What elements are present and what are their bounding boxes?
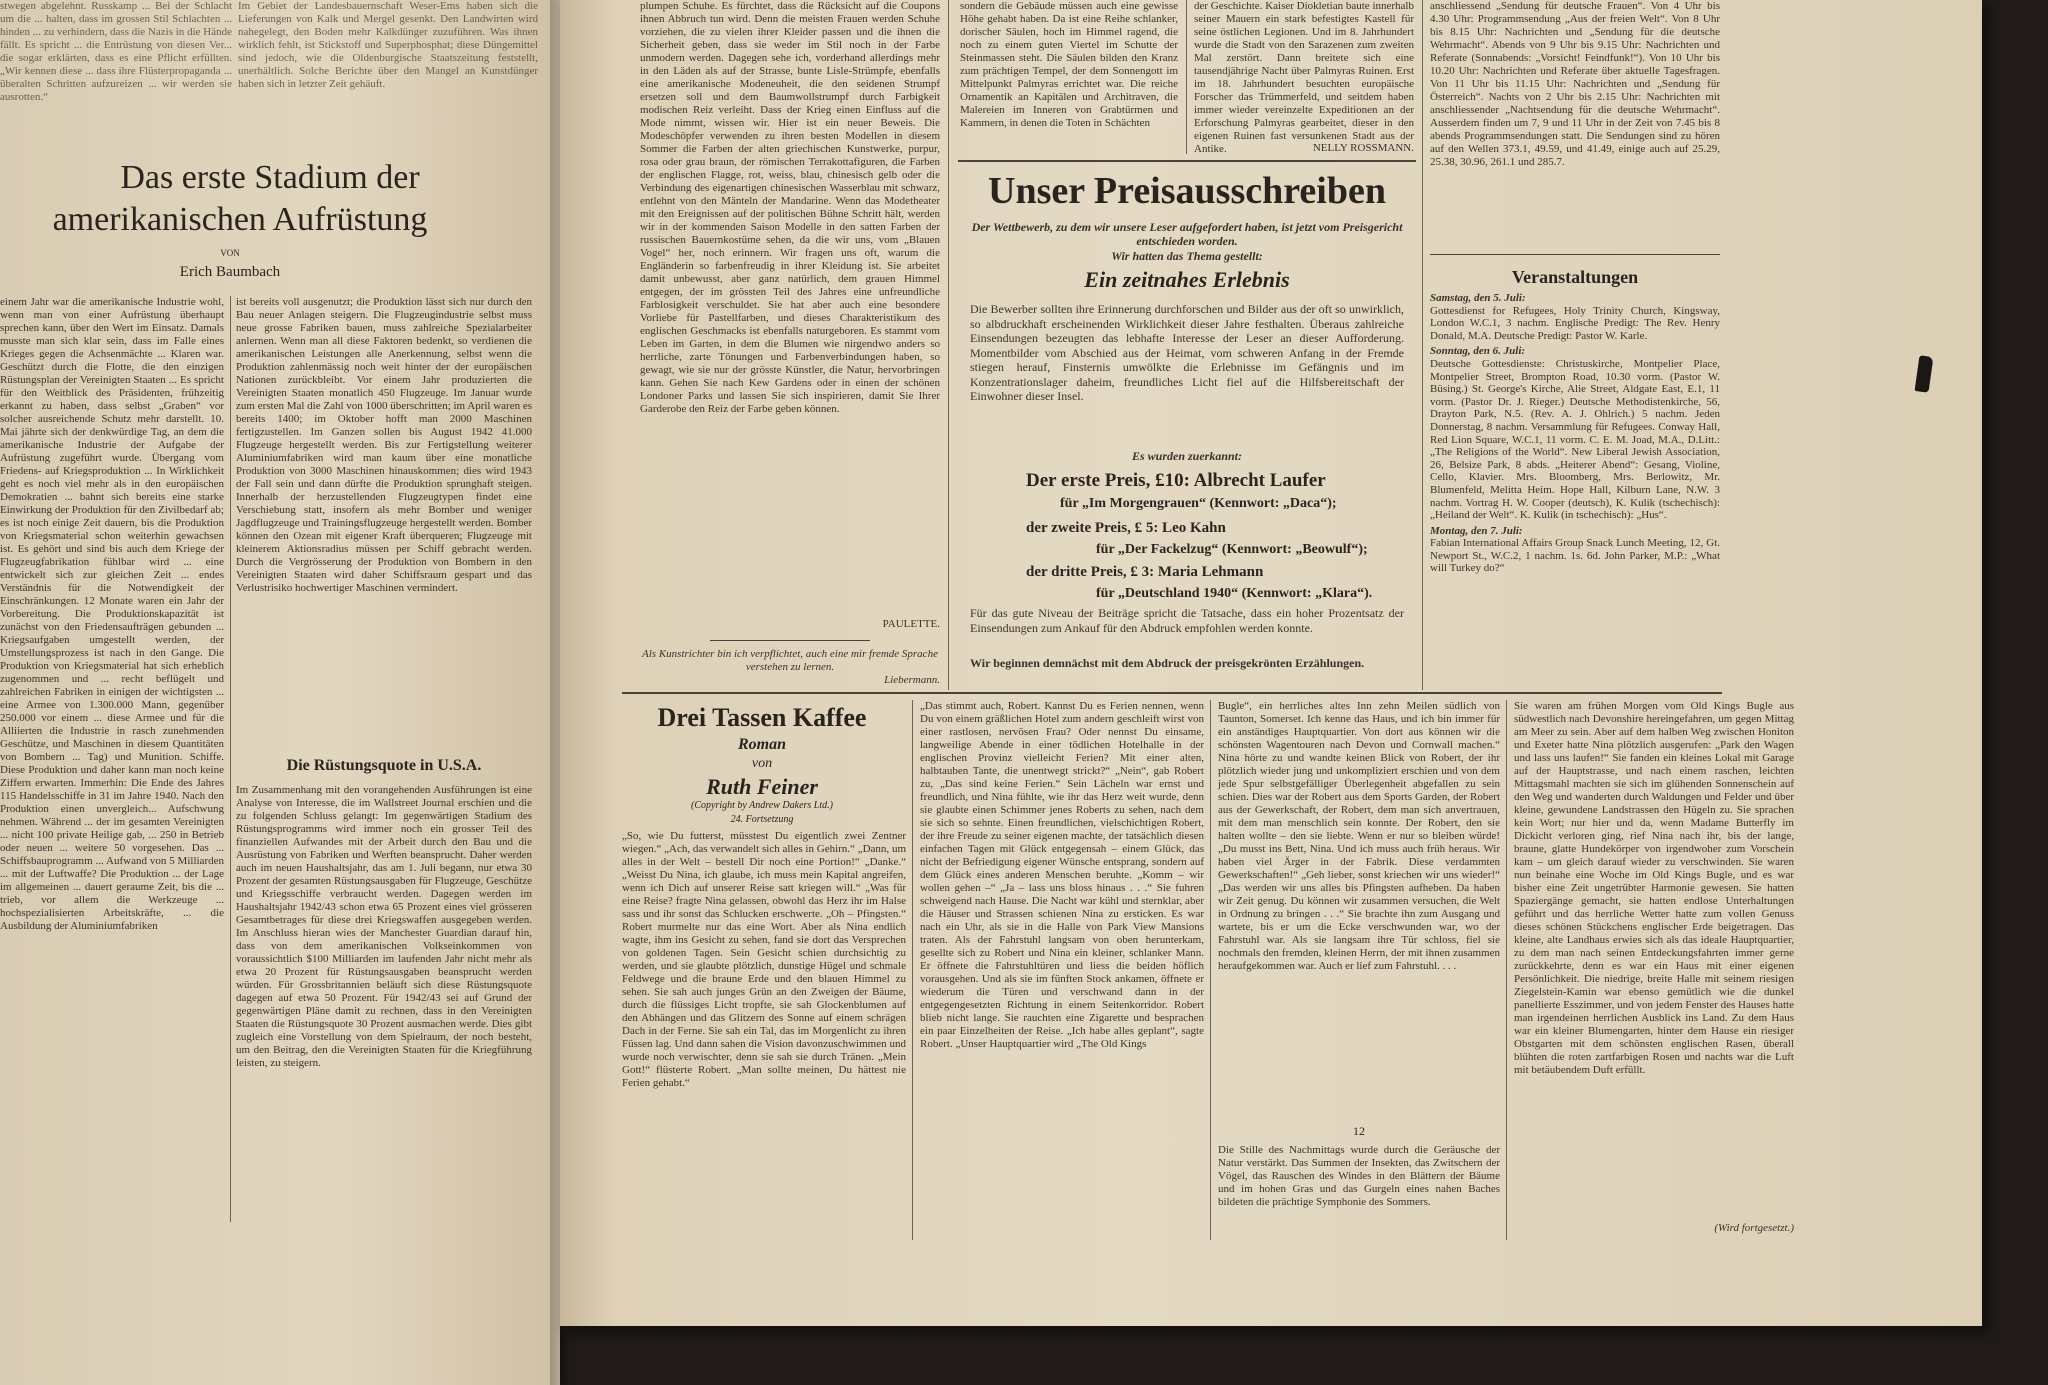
prize-intro: Der Wettbewerb, zu dem wir unsere Leser aufgefordert haben, ist jetzt vom Preisgericht entschieden worden. xyxy=(971,220,1403,248)
byline-von: VON xyxy=(220,248,240,258)
serial-top-rule xyxy=(622,692,1722,694)
left-top-fragment-b: Im Gebiet der Landesbauernschaft Weser-Ems haben sich die Lieferungen von Kalk und Mergel gesenkt. Den Landwirten wird nahegelegt, den Boden mehr Kalkdünger zuzuführen. Was ihnen wirklich fehlt, ist Stickstoff und Superphosphat; diese Düngemittel sind jedoch, wie die Oldenburgische Staatszeitung feststellt, unerhältlich. Solche Berichte über den Mangel an Kunstdünger haben sich in letzter Zeit gehäuft. xyxy=(238,0,538,90)
events-sunday-heading: Sonntag, den 6. Juli: xyxy=(1430,345,1526,358)
events-list xyxy=(1430,292,1720,678)
left-newspaper-page xyxy=(0,0,560,1385)
serial-genre: Roman xyxy=(737,736,786,753)
serial-title: Drei Tassen Kaffee xyxy=(657,703,867,732)
first-prize: Der erste Preis, £10: Albrecht Laufer xyxy=(1026,470,1326,491)
divider-a xyxy=(948,0,949,690)
fashion-article-author: PAULETTE. xyxy=(882,618,940,630)
byline-author: Erich Baumbach xyxy=(179,264,281,280)
article-column-1: einem Jahr war die amerikanische Industrie wohl, wenn man von einer Aufrüstung überhaupt sprechen kann, über den Wert im Einsatz. Damals musste man sich klar sein, dass im Falle eines Krieges gegen die Achsenmächte ... Klaren war. Geschützt durch die Flotte, die den einzigen Rüstungsplan der Vereinigten Staaten ... Es spricht für den Weitblick des Präsidenten, frühzeitig erkannt zu haben, dass selbst „Graben“ vor solcher ausreichende Schutz mehr darstellt. 10. Mai jährte sich der denkwürdige Tag, an dem die amerikanische Industrie der Aufgabe der Aufrüstung zugeführt wurde. Übergang vom Friedens- auf Kriegsproduktion ... In Wirklichkeit geht es noch viel mehr als in den europäischen Demokratien ... bahnt sich bereits eine starke Einwirkung der Produktion für den Zivilbedarf ab; es ist noch einige Zeit dauern, bis die Produktion von Kriegsmaterial schon weiterhin gewachsen ist. Es gehört und sind bis auch dem Kriege der Flugzeugfabrikation fühlbar wird ... eine entwickelt sich zur gleichen Zeit ... endes Verständnis für die Notwendigkeit der Einschränkungen. 12 Monate waren ein Jahr der Vorbereitung. Die Produktionskapazität ist zunächst von den Friedensaufträgen gebunden ... Kriegsaufgaben umgestellt werden, der Umstellungsprozess ist nach in den Gange. Die Produktion von Kriegsmaterial hat sich erheblich zugenommen und ... recht beflügelt und zahlreichen Fabriken in einigen der wichtigsten ... eine Armee von 1.300.000 Mann, gegenüber 250.000 vor einem ... diese Armee und für die Alliierten die Industrie in rasch zunehmenden Geschütze, und Maschinen in diesem Quantitäten von Bombern ... Tag) und Munition. Schiffe. Diese Produktion und daher kann man noch keine Ziffern erwarten. Immerhin: Die Ende des Jahres 115 Handelsschiffe in 31 im Jahre 1940. Nach den Produktion einen unvergleich... Aufschwung nehmen. Während ... der im gesamten Vereinigten ... nicht 100 private Heilige gab, ... 250 in Betrieb oder neuen ... weitere 50 vorgesehen. Das ... Schiffsbauprogramm ... Aufwand von 5 Milliarden ... mit der Luftwaffe? Die Produktion ... der Lage im allgemeinen ... dauert geraume Zeit, bis die ... trieb, vor allem die Werkzeuge ... hochspezialisierten Arbeitskräfte, ... die Ausbildung der Aluminiumfabriken xyxy=(0,296,224,932)
serial-continued: (Wird fortgesetzt.) xyxy=(1714,1222,1794,1234)
quote-text: Als Kunstrichter bin ich verpflichtet, auch eine mir fremde Sprache verstehen zu lernen. xyxy=(642,648,938,673)
events-sunday-text: Deutsche Gottesdienste: Christuskirche, Montpelier Place, Montpelier Street, Brompton Road, 10.30 vorm. (Pastor W. Büsing.) St. George's Kirche, Alie Street, Aldgate East, E.1, 11 vorm. (Pastor Dr. J. Rieger.) Deutsche Methodistenkirche, 56, Drayton Park, N.5. (Rev. A. J. Ohlrich.) 5 nachm. Jeden Donnerstag, 8 nachm. Versammlung für Refugees. Conway Hall, Red Lion Square, W.C.1, 11 vorm. C. E. M. Joad, M.A., D.Litt.: „The Religions of the World“. New Liberal Jewish Association, 26, Belsize Park, 8 abds. „Heiterer Abend“: Gesang, Violine, Cello, Klavier. Mrs. Bloomberg, Mrs. Berlowitz, Mr. Blumenfeld, Melitta Heim. Hope Hall, Kilburn Lane, N.W. 3 nachm. Vortrag H. W. Cooper (deutsch), K. Kulik (tschechisch): „Heiland der Welt“. K. Kulik (in tschechisch): „Hus“. xyxy=(1430,357,1720,522)
serial-divider-1 xyxy=(912,700,913,1240)
first-prize-entry: für „Im Morgengrauen“ (Kennwort: „Daca“); xyxy=(1060,496,1337,511)
radio-schedule-text: anschliessend „Sendung für deutsche Frauen“. Von 4 Uhr bis 4.30 Uhr: Programmsendung „Aus der freien Welt“. Von 8 Uhr bis 8.15 Uhr: Nachrichten und „Sendung für die deutsche Wehrmacht“. Abends von 9 Uhr bis 9.15 Uhr: Nachrichten und Referate (Sonnabends: „Vorsicht! Feindfunk!“). Von 10 Uhr bis 10.20 Uhr: Nachrichten und Referate über aktuelle Tagesfragen. Von 11 Uhr bis 11.15 Uhr: Nachrichten und „Sendung für Österreich“. Nachts von 2 Uhr bis 2.15 Uhr: Nachrichten mit anschliessender „Nachtsendung für die deutsche Wehrmacht“. Ausserdem finden um 7, 9 und 11 Uhr in der Zeit von 7.45 bis 8 abends Programmsendungen statt. Die Sendungen sind zu hören auf den Wellen 373.1, 49.59, und 41.49, einige auch auf 25.29, 25.38, 30.96, 261.1 und 285.7. xyxy=(1430,0,1720,168)
prize-theme: Ein zeitnahes Erlebnis xyxy=(1084,267,1290,292)
events-saturday-heading: Samstag, den 5. Juli: xyxy=(1430,292,1526,304)
prize-title: Unser Preisausschreiben xyxy=(988,170,1386,212)
palmyra-article-author: NELLY ROSSMANN. xyxy=(1312,142,1414,154)
third-prize-entry: für „Deutschland 1940“ (Kennwort: „Klara“). xyxy=(1096,586,1373,601)
serial-copyright: (Copyright by Andrew Dakers Ltd.) xyxy=(691,800,833,811)
quote-author: Liebermann. xyxy=(884,674,940,686)
fashion-article-text: plumpen Schuhe. Es fürchtet, dass die Rücksicht auf die Coupons ihnen Abbruch tun wird. Denn die meisten Frauen werden Schuhe vorziehen, die zu vielen ihrer Kleider passen und die ihnen die Sicherheit geben, dass sie weder im Stil noch in der Farbe unmodern werden. Dagegen sehe ich, vorderhand allerdings mehr in den Läden als auf der Strasse, bunte Lisle-Strümpfe, ebenfalls eine amerikanische Modeneuheit, die den seidenen Strumpf ersetzen soll und dem Baumwollstrumpf durch Farbigkeit modischen Reiz verleiht. Dass der Krieg einen Einfluss auf die Mode nimmt, wissen wir. Hier ist ein neuer Beweis. Die Modeschöpfer verwenden zu ihren besten Modellen in diesem Sommer die Farben der alten griechischen Kunstwerke, purpur, rosa oder grau braun, der römischen Terrakottafiguren, die Farben der englischen Flagge, rot, weiss, blau, chinesisch gelb oder die Verbindung des eigenartigen chinesischen Wasserblau mit schwarz, entlehnt von den Mänteln der Mandarine. Wenn das Modetheater mit den Ereignissen auf der politischen Bühne Schritt hält, werden wir in der kommenden Saison Modelle in den satten Farben der russischen Bauernkostüme sehen, da die wir uns, vom „Blauen Vogel“ her, noch erinnern. Wir fragen uns oft, warum die Engländerin so farbenfreudig in ihrer Kleidung ist. Sie arbeitet damit unbewusst, aber ganz natürlich, dem grauen Himmel entgegen, der im grössten Teil des Jahres eine unfreundliche Farblosigkeit verschuldet. Sie hat aber auch eine besondere Vorliebe für Pastellfarben, und dieses Charakteristikum des englischen Geschmacks ist ebenfalls naturgeboren. Es stammt vom Leben im Garten, in dem die Blumen wie nirgendwo anders so herrliche, zarte Tönungen und Farbenverbindungen haben, so gewagt, wie sie nur der grösste Künstler, die Natur, hervorbringen kann. Gehen Sie nach Kew Gardens oder in einen der schönen Londoner Parks und lassen Sie sich inspirieren, damit Sie Ihrer Garderobe den Reiz der Farbe geben können. xyxy=(640,0,940,415)
prize-theme-label: Wir hatten das Thema gestellt: xyxy=(1111,249,1263,263)
serial-author: Ruth Feiner xyxy=(706,774,818,799)
prize-top-rule xyxy=(958,160,1416,162)
divider-c xyxy=(1422,0,1423,690)
palmyra-article-part1: sondern die Gebäude müssen auch eine gewisse Höhe gehabt haben. Da ist eine Reihe schlanker, dorischer Säulen, hoch im Himmel ragend, die noch zu einem guten Viertel im Schutte der Steinmassen steht. Die Säulen bilden den Kranz zum prächtigen Tempel, der dem Sonnengott im Mittelpunkt Palmyras errichtet war. Die reiche Ornamentik an Kapitälen und Architraven, die Malereien im Inneren von Grabtürmen und Kammern, in denen die Toten in Schächten xyxy=(960,0,1178,129)
quote-separator xyxy=(710,640,870,641)
left-top-fragment-a: stwegen abgelehnt. Russkamp ... Bei der Schlacht um die ... halten, dass im grossen Stil Schlachten ... hinden ... zu verhindern, dass die Nazis in die Hände fällt. Es spricht ... die Entrüstung von diesen Ver... die sogar erklärten, dass es eine Pflicht erfüllten. „Wir kennen diese ... dass ihre Flüsterpropaganda ... überalten Schritten aufzureizen ... wir werden sie ausrotten.“ xyxy=(0,0,232,103)
prize-announcement: Wir beginnen demnächst mit dem Abdruck der preisgekrönten Erzählungen. xyxy=(970,656,1365,670)
serial-column-3-chapter: Die Stille des Nachmittags wurde durch die Geräusche der Natur verstärkt. Das Summen der Insekten, das Zwitschern der Vögel, das Rauschen des Windes in den Blättern der Bäume und im hohen Gras und das Gurgeln eines nahen Baches bildeten die prächtige Symphonie des Sommers. xyxy=(1218,1144,1500,1208)
third-prize: der dritte Preis, £ 3: Maria Lehmann xyxy=(1026,564,1264,580)
prize-awarded-label: Es wurden zuerkannt: xyxy=(1131,449,1243,463)
events-monday-heading: Montag, den 7. Juli: xyxy=(1430,524,1523,537)
serial-divider-2 xyxy=(1210,700,1211,1240)
article-headline-line1: Das erste Stadium der xyxy=(120,159,420,196)
prize-body: Die Bewerber sollten ihre Erinnerung durchforschen und Bilder aus der oft so unwirklich, so albdruckhaft erscheinenden Wirklichkeit dieser Jahre festhalten. Überaus zahlreiche Einsendungen bezeugten das lebhafte Interesse der Leser an dieser Aufforderung. Momentbilder vom Abschied aus der Heimat, vom schweren Anfang in der Fremde stiegen herauf, Finsternis umwölkte die Erlebnisse im Gefängnis und im Konzentrationslager daheim, freundliches Licht fiel auf die Hilfsbereitschaft der Einwohner dieser Insel. xyxy=(970,302,1404,403)
palmyra-article-part2: der Geschichte. Kaiser Diokletian baute innerhalb seiner Mauern ein stark befestigtes Kastell für seine östlichen Legionen. Und im 8. Jahrhundert wurde die Stadt von den Sarazenen zum zweiten Mal zerstört. Dann breitete sich eine tausendjährige Nacht über Palmyras Ruinen. Erst im 18. Jahrhundert besuchten europäische Forscher das Trümmerfeld, und seitdem haben immer wieder vereinzelte Expeditionen an der Erforschung Palmyras gearbeitet, dieser in den eigenen Ruinen fast versunkenen Stadt aus der Antike. xyxy=(1194,0,1414,155)
divider-b xyxy=(1186,0,1187,154)
events-saturday-text: Gottesdienst for Refugees, Holy Trinity Church, Kingsway, London W.C.1, 3 nachm. Englische Predigt: The Rev. Henry Donald, M.A. Deutsche Predigt: Pastor W. Karle. xyxy=(1430,304,1720,342)
article-column-2-top: ist bereits voll ausgenutzt; die Produktion lässt sich nur durch den Bau neuer Anlagen steigern. Die Flugzeugindustrie selbst muss neue grosse Fabriken bauen, muss zahlreiche Spezialarbeiter anlernen. Wenn man all diese Faktoren bedenkt, so verdienen die amerikanischen Leistungen alle Anerkennung, selbst wenn die Produktion zahlenmässig noch weit hinter der der europäischen Nationen zurückbleibt. Vor einem Jahr produzierten die Vereinigten Staaten monatlich 450 Flugzeuge. Im Januar wurde zum ersten Mal die Zahl von 1000 überschritten; im April waren es bereits 1400; im Oktober hofft man 2000 Maschinen fertigzustellen. Im Ganzen sollen bis August 1942 41.000 Flugzeuge hergestellt werden. Bis zur Fertigstellung weiterer Aluminiumfabriken wird man kaum über eine monatliche Produktion von 3000 Maschinen hinauskommen; dies wird 1943 der Fall sein und dann dürfte die Produktion sprunghaft steigen. Innerhalb der herzustellenden Flugzeugtypen findet eine Verschiebung statt, insofern als mehr Bomber und weniger Jagdflugzeuge und Trainingsflugzeuge hergestellt werden. Bomber können den Ozean mit eigener Kraft überqueren; Flugzeuge mit kleinerem Aktionsradius müssen per Schiff gebracht werden. Durch die Vergrösserung der Produktion von Bombern in den Vereinigten Staaten wird daher Schiffsraum gespart und das Verlustrisiko hochwertiger Maschinen vermindert. xyxy=(236,296,533,594)
serial-installment: 24. Fortsetzung xyxy=(730,814,794,825)
serial-column-3: Bugle“, ein herrliches altes Inn zehn Meilen südlich von Taunton, Somerset. Ich kenne das Haus, und ich bin immer für ein anständiges Hauptquartier. Von dort aus können wir die schönsten Wagentouren nach Devon und Cornwall machen.“ Nina hörte zu und wandte keinen Blick von Robert, der ihr plötzlich wieder jung und unkompliziert erschien und von dem jede Spur selbstgefälliger Überlegenheit abgefallen zu sein schien. Dies war der Robert aus dem Sports Garden, der Robert aus der Gewerkschaft, der Robert, dem man sich anvertrauen, mit dem man menschlich sein konnte. Der Robert, den sie halten wollte – den sie liebte. Wenn er nur so bleiben würde! „Du musst ins Bett, Nina. Und ich muss auch früh heraus. Wir haben viel Ärger in der Fabrik. Diese verdammten Gewerkschaften!“ „Geh lieber, sonst kriechen wir uns wieder!“ „Das werden wir uns alles bis Pfingsten aufheben. Da haben wir Zeit genug. Du können wir zusammen versuchen, die Welt in Ordnung zu bringen . . .“ Sie brachte ihn zum Ausgang und wartete, bis er um die Ecke verschwunden war, wo der Fahrstuhl war. Als sie langsam ihre Tür schloss, fiel sie nochmals den fremden, kleinen Herrn, der mit ihnen zusammen heraufgekommen war. Auch er lief zum Fahrstuhl. . . . xyxy=(1218,700,1500,972)
serial-column-2: „Das stimmt auch, Robert. Kannst Du es Ferien nennen, wenn Du von einem gräßlichen Hotel zum andern geschleift wirst von einer rastlosen, nervösen Frau? Oder nennst Du einsame, langweilige Abende in einer tödlichen Hotelhalle in der englischen Provinz vielleicht Ferien? Mit einer alten, halbtauben Tante, die unentwegt strickt?“ „Nein“, gab Robert zu, „Das sind keine Ferien.“ Sein Lächeln war ernst und freundlich, und Nina fühlte, wie ihr das Herz weit wurde, denn sie glaubte einen Schimmer jenes Roberts zu sehen, nach dem sie sich so sehnte. Einen freundlichen, vielschichtigen Robert, der ihre Freude zu seiner eigenen machte, der tatsächlich diesen einfachen Tagen mit Glück entgegensah – einem Glück, das nicht der Befriedigung eigener Wünsche entsprang, sondern auf dem Glück eines anderen Menschen beruhte. „Komm – wir wollen gehen –“ „Ja – lass uns bloss hinaus . . .“ Sie fuhren schweigend nach Hause. Die Nacht war kühl und sternklar, aber die Häuser und Strassen schienen Nina zu ersticken. Es war nach ein Uhr, als sie in die Halle von Park View Mansions traten. Als der Fahrstuhl langsam von oben herunterkam, gesellte sich zu Robert und Nina ein kleiner, schlanker Mann. Er öffnete die Fahrstuhltüren und liess die beiden höflich vorausgehen. Und als sie im fünften Stock ankamen, öffnete er wiederum die Türen und verschwand dann in der entgegengesetzten Richtung in einem Seitenkorridor. Robert blieb nicht lange. Sie rauchten eine Zigarette und besprachen ein paar Einzelheiten der Reise. „Ich habe alles geplant“, sagte Robert. „Unser Hauptquartier wird „The Old Kings xyxy=(920,700,1204,1050)
article-headline-line2: amerikanischen Aufrüstung xyxy=(52,201,428,238)
second-prize: der zweite Preis, £ 5: Leo Kahn xyxy=(1026,520,1226,536)
serial-chapter-number: 12 xyxy=(1353,1124,1365,1138)
prize-closing: Für das gute Niveau der Beiträge spricht die Tatsache, dass ein hoher Prozentsatz der Einsendungen zum Ankauf für den Abdruck empfohlen werden konnte. xyxy=(970,606,1404,635)
article-subheading: Die Rüstungsquote in U.S.A. xyxy=(286,757,482,774)
serial-divider-3 xyxy=(1506,700,1507,1240)
right-newspaper-page xyxy=(560,0,1982,1326)
column-divider xyxy=(230,296,231,1222)
serial-von: von xyxy=(751,756,773,771)
article-column-2-bottom: Im Zusammenhang mit den vorangehenden Ausführungen ist eine Analyse von Interesse, die im Wallstreet Journal erschien und die zu folgenden Schluss gelangt: Im gegenwärtigen Stadium des Rüstungsprogramms wird immer noch ein grosser Teil des finanziellen Aufwandes mit der Arbeit durch den Bau und die Ausrüstung von Fabriken und Werften beansprucht. Daher werden auch im neuen Haushaltsjahr, das am 1. Juli begann, nur etwa 30 Prozent der gesamten Rüstungsausgaben für Flugzeuge, Geschütze und Kriegsschiffe verbraucht werden. Dagegen werden im Haushaltsjahr 1942/43 schon etwa 65 Prozent eines viel grösseren Gesamtbetrages für diese drei Kriegswaffen ausgegeben werden. Im Anschluss hieran wies der Manchester Guardian darauf hin, dass von dem amerikanischen Volkseinkommen von voraussichtlich $100 Milliarden im laufenden Jahr nicht mehr als etwa 20 Prozent für Rüstungsausgaben beansprucht werden würden. Für Grossbritannien beläuft sich diese Rüstungsquote dagegen auf etwa 50 Prozent. Für 1942/43 sei auf Grund der gegenwärtigen Pläne damit zu rechnen, dass in den Vereinigten Staaten die Rüstungsquote 30 Prozent ausmachen werde. Dies gibt zugleich eine Vorstellung von dem Spielraum, der noch besteht, um den Beitrag, den die Vereinigten Staaten für die Kriegführung leisten, zu steigern. xyxy=(236,784,532,1069)
events-top-rule xyxy=(1430,254,1720,255)
second-prize-entry: für „Der Fackelzug“ (Kennwort: „Beowulf“); xyxy=(1096,542,1368,557)
serial-column-4: Sie waren am frühen Morgen vom Old Kings Bugle aus südwestlich nach Devonshire hereingefahren, um gegen Mittag am Meer zu sein. Aber auf dem halben Weg zwischen Honiton und Exeter hatte Nina plötzlich ausgerufen: „Park den Wagen und lass uns laufen!“ Sie fanden ein kleines Lokal mit Garage auf der Hauptstrasse, und nach einem raschen, leichten Mittagsmahl machten sie sich im glühenden Sonnenschein auf den Weg und wanderten durch Waldungen und Felder und über kleine, gewundene Landstrassen den Hügeln zu. Sie sprachen kein Wort; nur hier und da, wenn Madame Butterfly im Dickicht verloren ging, rief Nina nach ihr, bis der lange, braune, glatte Hundekörper von irgendwoher zum Vorschein kam – um gleich darauf wieder zu verschwinden. Sie waren nun beinahe eine Woche im Old Kings Bugle, und es war bisher eine Zeit ungetrübter Harmonie gewesen. Sie hatten Spaziergänge gemacht, sie hatten endlose Unterhaltungen geführt und das herrliche Wetter hatte zum vollen Genuss dieses schönen Stückchens englischer Erde beigetragen. Das kleine, alte Landhaus erwies sich als das ideale Hauptquartier, zu dem man nach seinen Entdeckungsfahrten immer gerne zurückkehrte, denn es war ein Haus mit einer eigenen Persönlichkeit. Die niedrige, breite Halle mit seinem riesigen Ziegelstein-Kamin war ebenso gemütlich wie die dunkel panellierte Esszimmer, und von jedem Fenster des Hauses hatte man irgendeinen herrlichen Ausblick ins Land. Zu dem Haus war ein kleiner Blumengarten, hinter dem Hause ein riesiger Obstgarten mit dem schönsten englischen Rasen, überall blühten die roten zartfarbigen Rosen und nachts war die Luft mit betäubendem Duft erfüllt. xyxy=(1514,700,1794,1076)
serial-column-1: „So, wie Du futterst, müsstest Du eigentlich zwei Zentner wiegen.“ „Ach, das verwandelt sich alles in Gehirn.“ „Dann, um alles in der Welt – bestell Dir noch eine Portion!“ „Danke.“ „Weisst Du Nina, ich glaube, ich muss mein Kapital angreifen, wenn ich Dich auf unserer Reise satt kriegen will.“ „Was für eine Reise? fragte Nina gelassen, obwohl das Herz ihr im Halse sass und ihr sonst das Schlucken erschwerte. „Oh – Pfingsten.“ Robert murmelte nur das eine Wort. Aber als Nina endlich wagte, ihm ins Gesicht zu sehen, fand sie dort das Versprechen von goldenen Tagen. Sein Gesicht schien durchsichtig zu werden, und sie glaubte plötzlich, dunstige Hügel und schmale Feldwege und die braune Erde und den blauen Himmel zu sehen. Sie sah auch junges Grün an den Zweigen der Bäume, durch die flüssiges Licht tropfte, sie sah Glockenblumen auf den Abhängen und das Glitzern des Sonne auf einem schrägen Dach in der Ferne. Sie sah ein Tal, das im Morgenlicht zu ihren Füssen lag. Und dann sahen die Vision davonzuschwimmen und wurde noch verwischter, denn sie sah sie durch Tränen. „Mein Gott!“ flüsterte Robert. „Man sollte meinen, Du hättest nie Ferien gehabt.“ xyxy=(622,830,906,1089)
events-monday-text: Fabian International Affairs Group Snack Lunch Meeting, 12, Gt. Newport St., W.C.2, 1 nachm. 1s. 6d. John Parker, M.P.: „What will Turkey do?“ xyxy=(1430,537,1720,575)
events-title: Veranstaltungen xyxy=(1511,267,1639,287)
